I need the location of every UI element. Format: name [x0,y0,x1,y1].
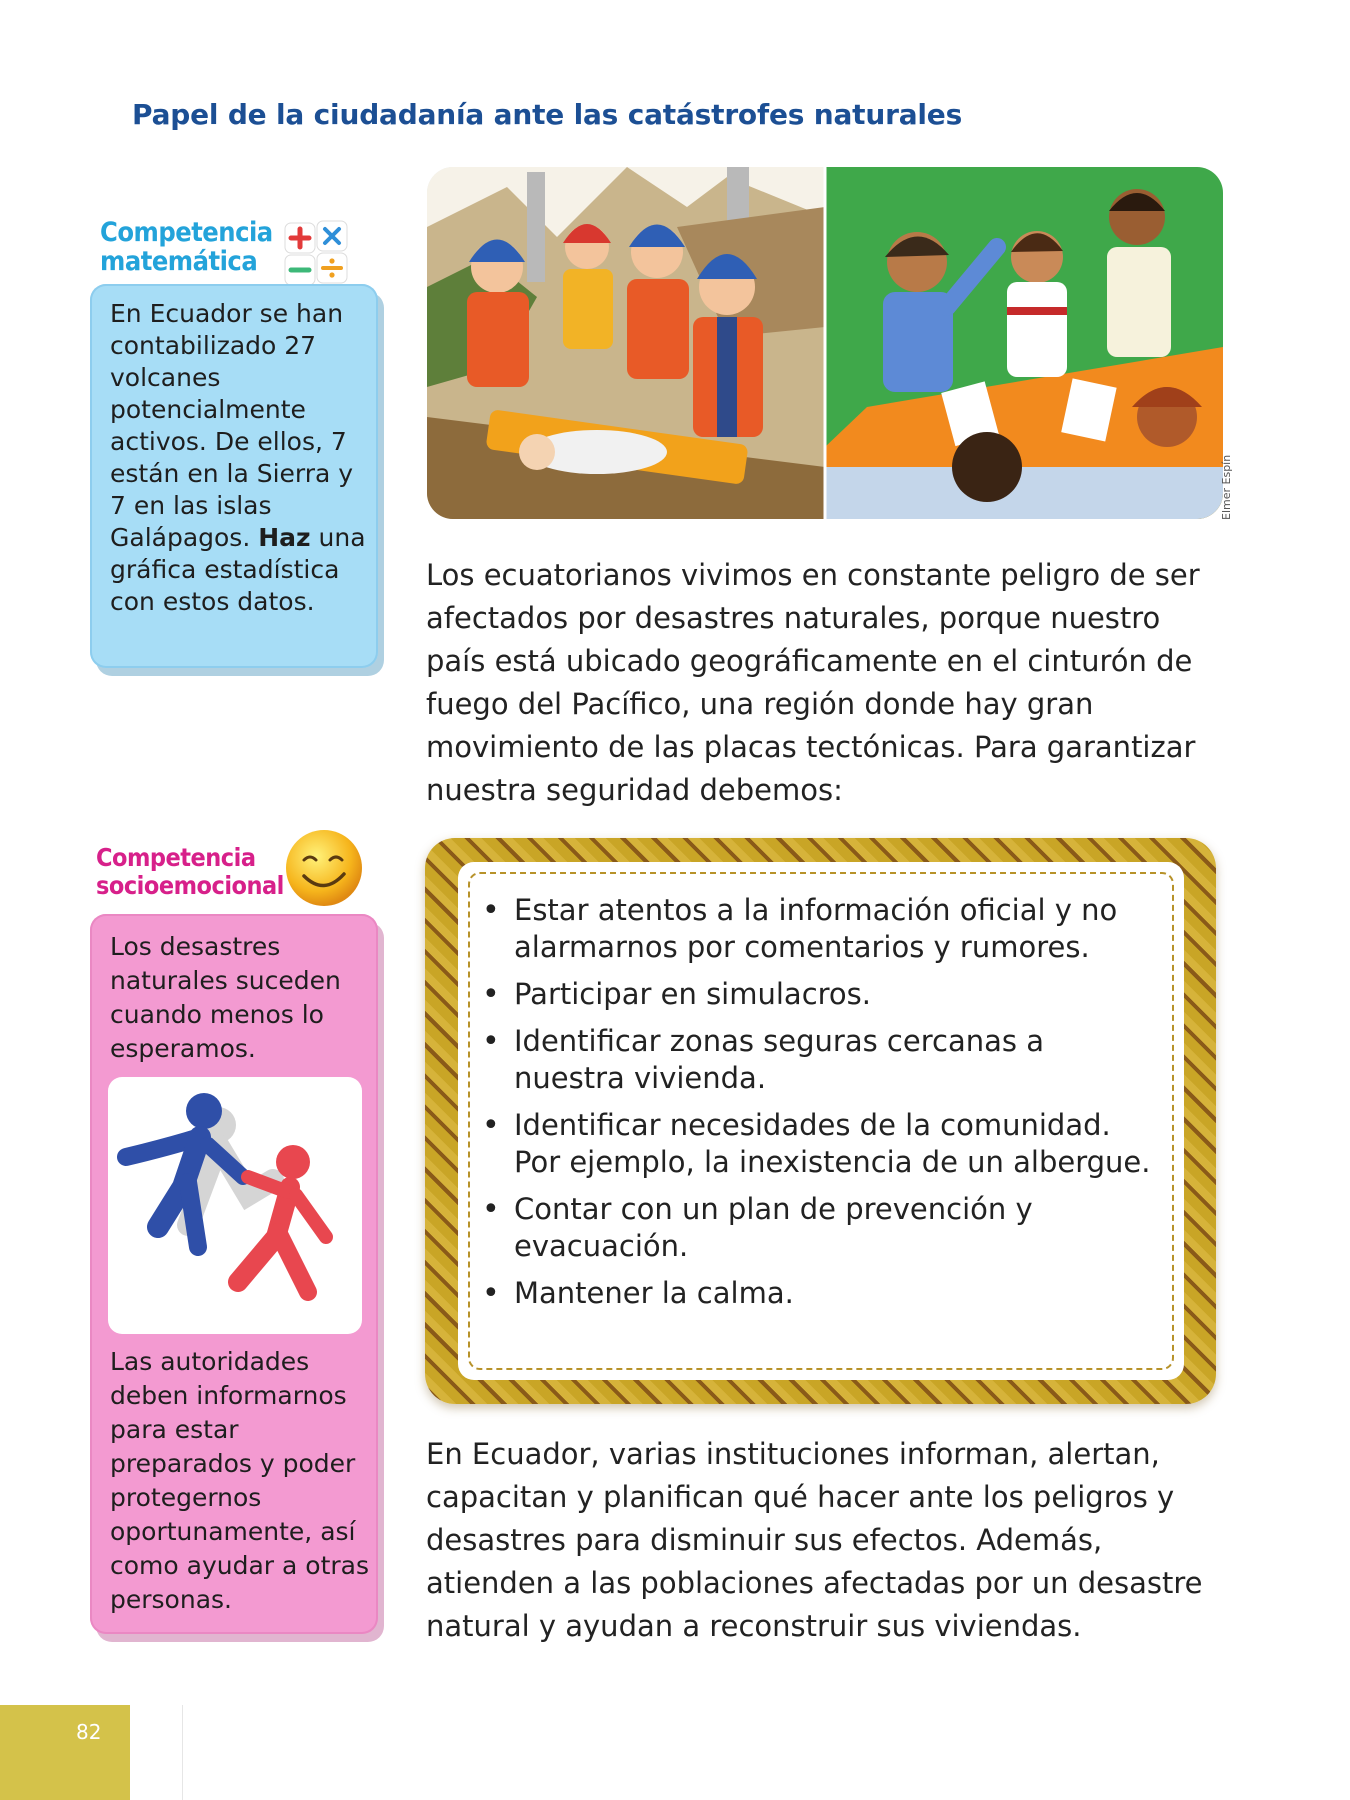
math-text-part2: una gráfica estadística con estos datos. [110,523,366,616]
institutions-paragraph: En Ecuador, varias instituciones informan, alertan, capacitan y planifican qué hacer ante los peligros y desastres para disminuir sus efectos. Además, atienden a las poblaciones afectadas por un desastre natural y ayudan a reconstruir sus viviendas. [426,1437,1203,1643]
math-competence-text [110,298,370,618]
list-item: • Contar con un plan de prevención y evacuación. [478,1191,1158,1265]
page-number: 82 [76,1720,102,1744]
math-operations-icon [281,217,353,289]
page-number-tab [0,1705,130,1800]
math-heading-line1: Competencia [100,217,273,248]
smiley-face-icon [282,826,366,910]
list-item: • Identificar necesidades de la comunidad. Por ejemplo, la inexistencia de un albergue. [478,1107,1158,1181]
math-text-part1: En Ecuador se han contabilizado 27 volcanes potencialmente activos. De ellos, 7 están en la Sierra y 7 en las islas Galápagos. [110,299,354,552]
safety-measures-list [478,892,1158,1322]
socio-text-1: Los desastres naturales suceden cuando menos lo esperamos. [110,932,341,1063]
socio-text-2: Las autoridades deben informarnos para estar preparados y poder protegernos oportunamente, así como ayudar a otras personas. [110,1347,369,1614]
helping-hands-illustration [108,1077,362,1334]
math-text-bold: Haz [258,523,311,552]
intro-paragraph: Los ecuatorianos vivimos en constante peligro de ser afectados por desastres naturales, porque nuestro país está ubicado geográficamente en el cinturón de fuego del Pacífico, una región donde hay gran movimiento de las placas tectónicas. Para garantizar nuestra seguridad debemos: [426,558,1200,807]
socio-competence-heading [96,844,284,900]
red-figure-icon [238,1145,326,1292]
list-item: • Mantener la calma. [478,1275,1158,1312]
list-item: • Participar en simulacros. [478,976,1158,1013]
math-competence-heading [100,218,273,276]
page-title: Papel de la ciudadanía ante las catástrofes naturales [132,98,963,131]
list-item: • Estar atentos a la información oficial y no alarmarnos por comentarios y rumores. [478,892,1158,966]
illustration-credit: Elmer Espín [1220,454,1233,520]
list-item: • Identificar zonas seguras cercanas a nuestra vivienda. [478,1023,1158,1097]
socio-heading-line1: Competencia [96,843,256,872]
socio-heading-line2: socioemocional [96,871,284,900]
disaster-response-illustration [427,167,1223,519]
math-heading-line2: matemática [100,246,258,277]
footer-divider [182,1705,183,1800]
